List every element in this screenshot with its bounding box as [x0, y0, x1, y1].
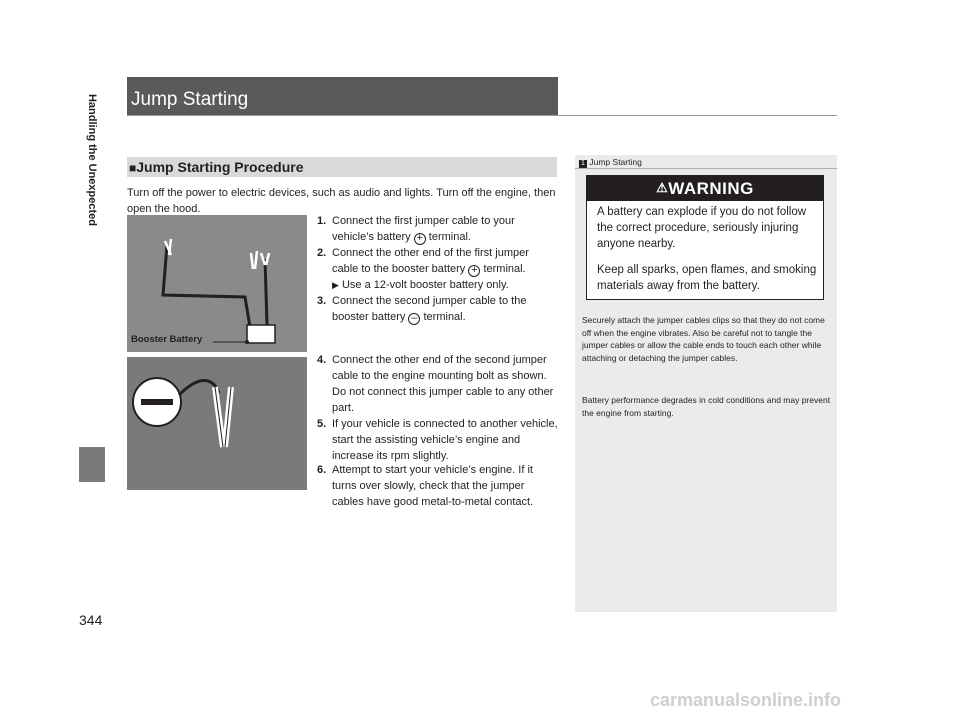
step-text-end: terminal.	[428, 231, 471, 243]
plus-terminal-icon: +	[468, 265, 480, 277]
ground-clamp-figure	[127, 357, 307, 490]
reference-icon: 1	[579, 160, 587, 168]
title-divider	[127, 115, 837, 116]
callout-dot	[245, 340, 249, 344]
minus-sign-icon	[141, 399, 173, 405]
plus-terminal-icon: +	[414, 233, 426, 245]
step-number: 2.	[317, 247, 327, 259]
step-4	[317, 352, 559, 416]
step-2	[317, 245, 555, 277]
sidebar-divider	[575, 168, 837, 169]
step-text: If your vehicle is connected to another vehicle, start the assisting vehicle’s engine and increase its rpm slightly.	[332, 418, 558, 462]
clamp-icon	[251, 251, 257, 269]
warning-text: Keep all sparks, open flames, and smoking materials away from the battery.	[597, 264, 817, 292]
cable-two	[265, 259, 267, 325]
chapter-tab-marker	[79, 447, 105, 482]
step-text: Connect the first jumper cable to your vehicle’s battery	[332, 215, 515, 243]
cable-one	[163, 245, 251, 333]
step-text: Connect the second jumper cable to the booster battery	[332, 295, 527, 323]
step-number: 1.	[317, 215, 327, 227]
section-heading	[129, 159, 304, 175]
minus-terminal-icon: –	[408, 313, 420, 325]
battery-diagram	[127, 215, 307, 352]
step-text: Connect the other end of the first jumper cable to the booster battery	[332, 247, 529, 275]
step-text-end: terminal.	[483, 263, 526, 275]
chapter-label: Handling the Unexpected	[86, 93, 98, 227]
warning-title	[587, 179, 823, 199]
warning-title-text: WARNING	[668, 179, 754, 198]
sidebar-note: Securely attach the jumper cables clips so that they do not come off when the engine vibrates. Also be careful not to tangle the jumper cables or allow the cable ends to touch each other while attaching or detaching the jumper cables.	[582, 315, 825, 363]
step-6	[317, 462, 559, 510]
warning-triangle-icon: ⚠	[656, 180, 669, 195]
step-5	[317, 416, 559, 464]
warning-box	[586, 175, 824, 300]
intro-paragraph: Turn off the power to electric devices, such as audio and lights. Turn off the engine, then open the hood.	[127, 187, 556, 215]
sidebar-header	[579, 157, 642, 168]
step-text: Attempt to start your vehicle’s engine. If it turns over slowly, check that the jumper cables have good metal-to-metal contact.	[332, 464, 534, 508]
section-marker-icon: ■	[129, 161, 137, 175]
step-1	[317, 213, 555, 245]
step-2-note	[332, 277, 556, 293]
step-text-end: terminal.	[423, 311, 466, 323]
step-note-text: Use a 12-volt booster battery only.	[341, 279, 509, 291]
arrow-icon: ▶	[332, 280, 339, 290]
booster-battery-icon	[247, 325, 275, 343]
step-3	[317, 293, 555, 325]
step-number: 3.	[317, 295, 327, 307]
jumper-cable-diagram	[127, 215, 307, 352]
sidebar-header-text: Jump Starting	[589, 157, 642, 167]
step-text: Connect the other end of the second jumper cable to the engine mounting bolt as shown. Do not connect this jumper cable to any other part.	[332, 354, 554, 414]
page-title: Jump Starting	[131, 89, 249, 110]
step-number: 5.	[317, 418, 327, 430]
step-number: 6.	[317, 464, 327, 476]
step-number: 4.	[317, 354, 327, 366]
watermark: carmanualsonline.info	[650, 690, 842, 710]
warning-text: A battery can explode if you do not follow the correct procedure, seriously injuring anyone nearby.	[597, 206, 807, 250]
clamp-icon	[215, 387, 231, 447]
page-number: 344	[79, 612, 103, 628]
ground-clamp-diagram	[127, 357, 307, 490]
section-title: Jump Starting Procedure	[136, 159, 304, 175]
booster-battery-label: Booster Battery	[131, 334, 203, 345]
sidebar-note: Battery performance degrades in cold conditions and may prevent the engine from starting.	[582, 395, 831, 418]
